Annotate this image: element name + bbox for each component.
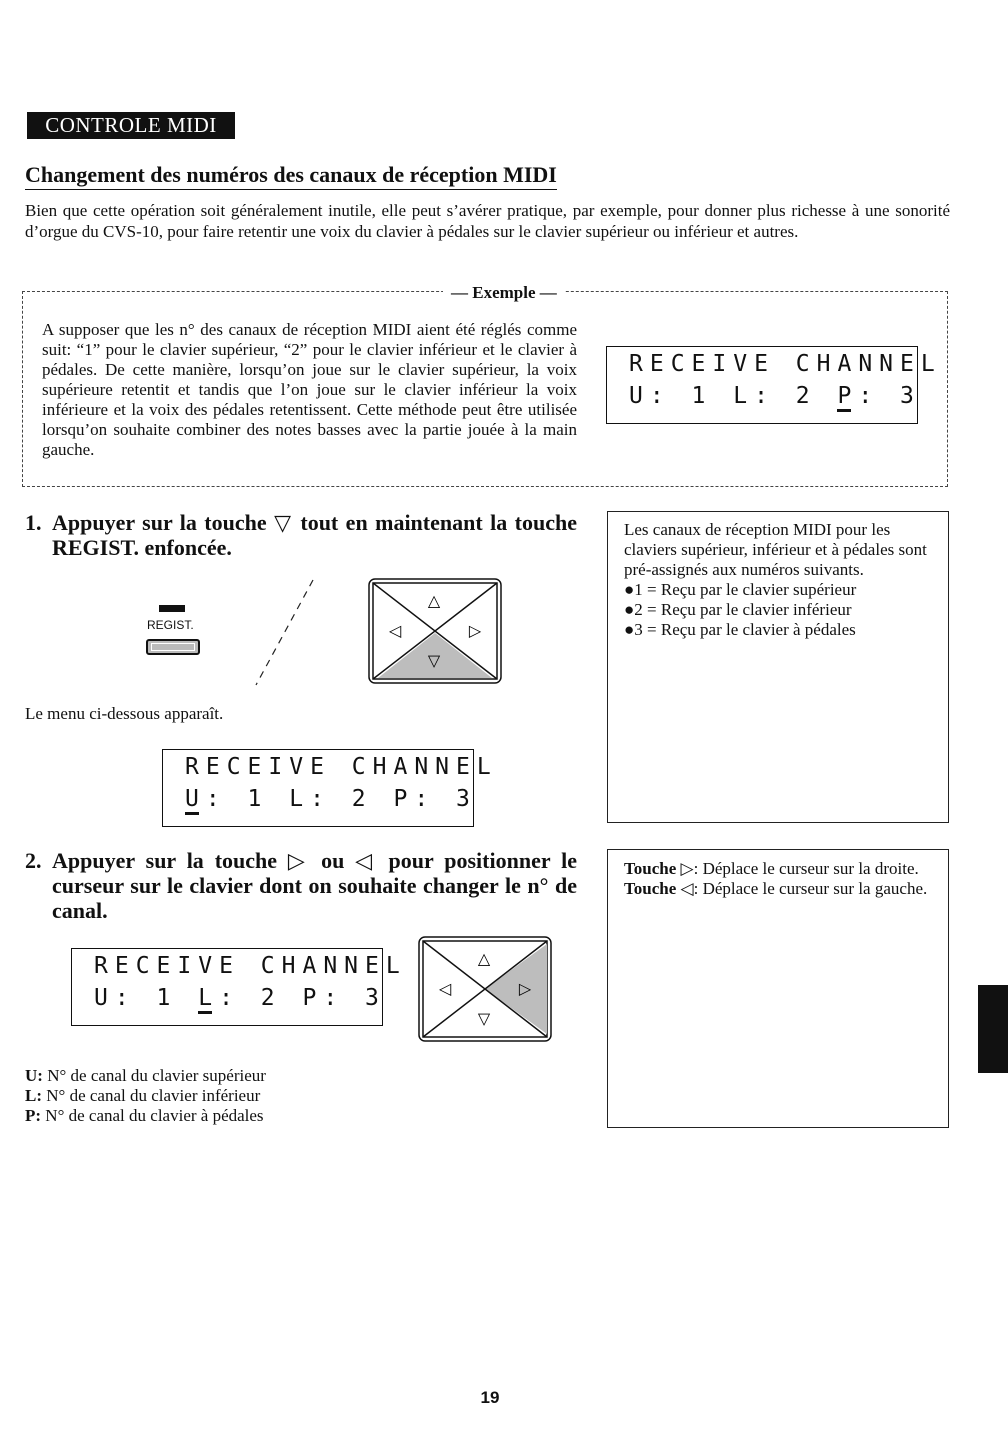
step-title-text: Appuyer sur la touche ▽ tout en maintenant la touche REGIST. enfoncée. — [52, 510, 577, 560]
regist-button-label: REGIST. — [147, 618, 194, 632]
lcd-cursor: L — [198, 985, 220, 1011]
note-key: Touche — [624, 859, 677, 878]
step-1-lcd — [162, 749, 498, 827]
channel-legend — [25, 1066, 266, 1126]
arrow-keypad-2 — [418, 936, 552, 1042]
intro-paragraph: Bien que cette opération soit généralement inutile, elle peut s’avérer pratique, par exemple, pour donner plus richesse à une sonorité d’orgue du CVS-10, pour faire retentir une voix du clavier à pédales sur le clavier supérieur ou inférieur et autres. — [25, 201, 950, 241]
lcd-line-2 — [94, 985, 386, 1011]
lcd-line-1: RECEIVE CHANNEL — [94, 953, 407, 979]
lcd-segment: U: 1 L: 2 — [629, 383, 838, 409]
note-intro: Les canaux de réception MIDI pour les claviers supérieur, inférieur et à pédales sont pré-assignés aux numéros suivants. — [624, 520, 927, 579]
step-1-note-box — [607, 511, 949, 823]
note-right-key — [624, 859, 934, 879]
note-item: ●2 = Reçu par le clavier inférieur — [624, 600, 852, 619]
note-item: ●3 = Reçu par le clavier à pédales — [624, 620, 856, 639]
legend-key: P: — [25, 1106, 42, 1125]
lcd-cursor: P — [837, 383, 859, 409]
example-lcd — [606, 346, 942, 424]
note-text: ▷: Déplace le curseur sur la droite. — [680, 859, 919, 878]
right-arrow-icon[interactable]: ▷ — [468, 621, 482, 640]
legend-item — [25, 1086, 266, 1106]
menu-appears-text: Le menu ci-dessous apparaît. — [25, 704, 224, 723]
step-number: 2. — [25, 848, 42, 873]
example-label-text: Exemple — [472, 283, 536, 302]
lcd-segment: : 2 P: 3 — [219, 985, 386, 1011]
left-arrow-icon[interactable]: ◁ — [388, 621, 402, 640]
legend-text: N° de canal du clavier inférieur — [46, 1086, 261, 1105]
up-arrow-icon[interactable]: △ — [427, 591, 441, 610]
page-heading: Changement des numéros des canaux de réception MIDI — [25, 162, 557, 190]
page-number: 19 — [480, 1388, 500, 1407]
note-left-key — [624, 879, 934, 899]
chapter-tab-marker — [978, 985, 1008, 1073]
section-banner: CONTROLE MIDI — [27, 112, 235, 139]
lcd-segment: U: 1 — [94, 985, 199, 1011]
left-arrow-icon[interactable]: ◁ — [438, 979, 452, 998]
down-arrow-icon[interactable]: ▽ — [477, 1009, 491, 1028]
down-arrow-icon[interactable]: ▽ — [427, 651, 441, 670]
step-2-lcd — [71, 948, 407, 1026]
lcd-line-2 — [629, 383, 921, 409]
step-2-note-box — [607, 849, 949, 1128]
step-2-title — [25, 848, 577, 923]
regist-led-indicator — [159, 605, 185, 612]
example-text: A supposer que les n° des canaux de réception MIDI aient été réglés comme suit: “1” pour le clavier supérieur, “2” pour le clavier inférieur et le clavier à pédales. De cette manière, lorsqu’on joue sur le clavier supérieur, la voix supérieure retentit et tandis que l’on joue sur le clavier inférieur la voix inférieure et la voix des pédales retentissent. Cette méthode peut être utilisée lorsqu’on souhaite combiner des notes basses avec la partie jouée à la main gauche. — [42, 320, 577, 459]
legend-item — [25, 1106, 266, 1126]
step-title-text: Appuyer sur la touche ▷ ou ◁ pour positionner le curseur sur le clavier dont on souhaite changer le n° de canal. — [52, 848, 577, 923]
legend-text: N° de canal du clavier supérieur — [47, 1066, 266, 1085]
note-item: ●1 = Reçu par le clavier supérieur — [624, 580, 857, 599]
pointer-line — [250, 575, 320, 690]
legend-key: L: — [25, 1086, 42, 1105]
up-arrow-icon[interactable]: △ — [477, 949, 491, 968]
lcd-line-1: RECEIVE CHANNEL — [629, 351, 942, 377]
note-text: ◁: Déplace le curseur sur la gauche. — [680, 879, 928, 898]
arrow-keypad-1 — [368, 578, 502, 684]
note-key: Touche — [624, 879, 677, 898]
step-1-title — [25, 510, 577, 560]
legend-key: U: — [25, 1066, 43, 1085]
lcd-segment: : 3 — [858, 383, 921, 409]
legend-text: N° de canal du clavier à pédales — [45, 1106, 264, 1125]
step-number: 1. — [25, 510, 42, 535]
lcd-segment: : 1 L: 2 P: 3 — [205, 786, 477, 812]
lcd-line-2 — [185, 786, 477, 812]
regist-button[interactable] — [146, 639, 200, 655]
lcd-line-1: RECEIVE CHANNEL — [185, 754, 498, 780]
right-arrow-icon[interactable]: ▷ — [518, 979, 532, 998]
legend-item — [25, 1066, 266, 1086]
lcd-cursor: U — [185, 786, 206, 812]
example-label: — Exemple — — [443, 283, 565, 303]
